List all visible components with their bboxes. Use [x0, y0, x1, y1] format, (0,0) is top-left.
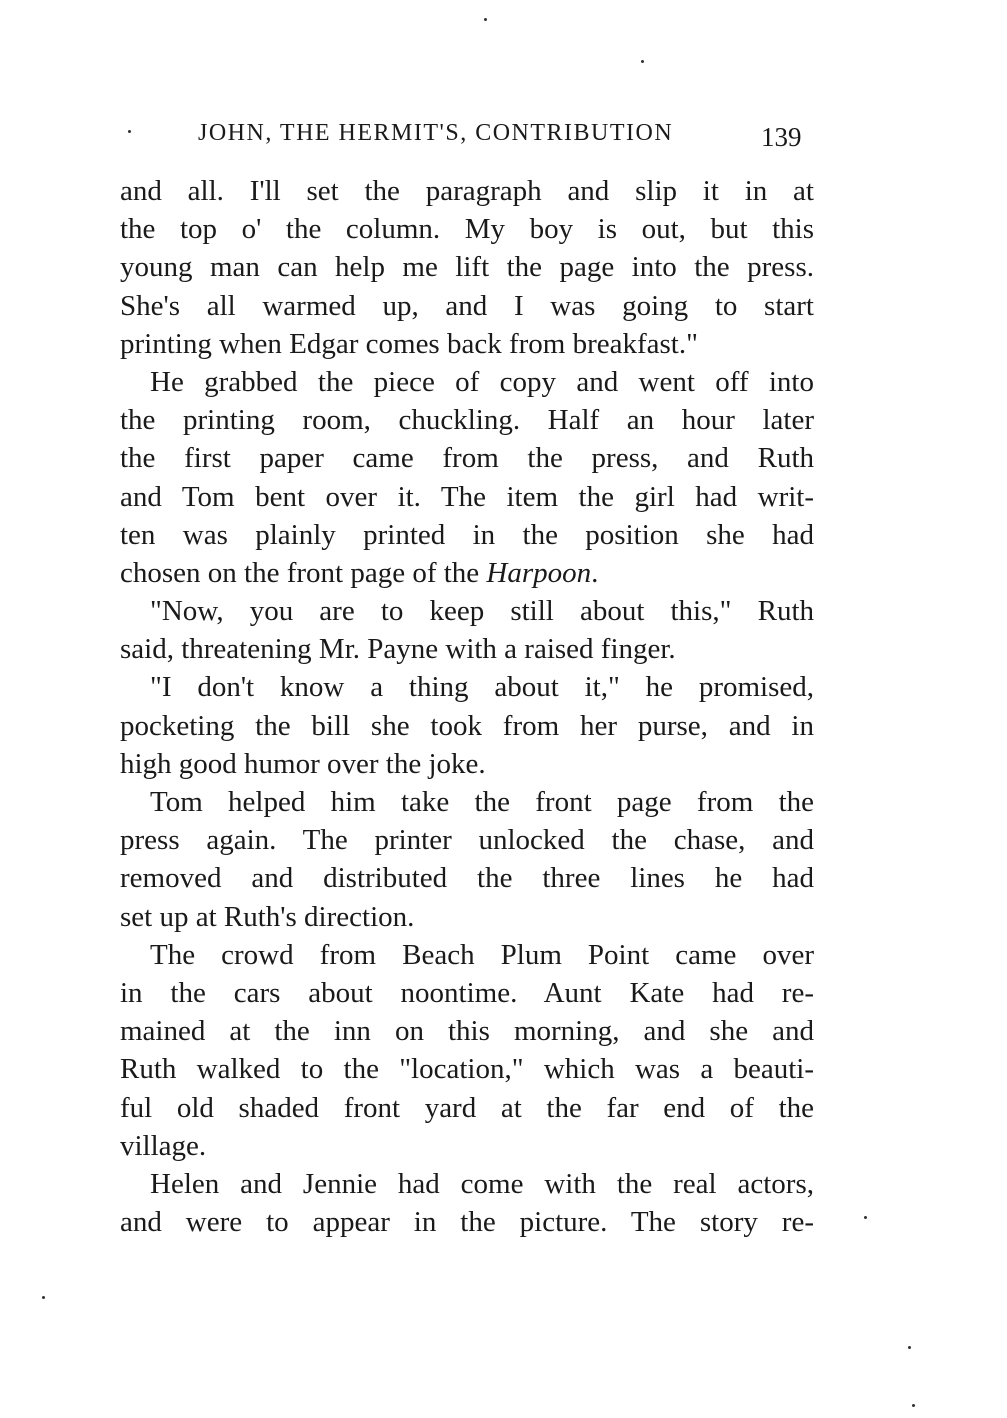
print-speck: [128, 130, 131, 133]
page-number: 139: [761, 122, 802, 152]
print-speck: [864, 1216, 867, 1219]
text-line: removed and distributed the three lines he had: [120, 862, 814, 895]
text-line: in the cars about noontime. Aunt Kate had re-: [120, 976, 814, 1009]
print-speck: [42, 1296, 45, 1299]
text-line: ful old shaded front yard at the far end of the: [120, 1091, 814, 1124]
text-line: She's all warmed up, and I was going to start: [120, 289, 814, 322]
text-line: printing when Edgar comes back from breakfast.": [120, 327, 698, 360]
text-line: and all. I'll set the paragraph and slip it in at: [120, 175, 814, 207]
text-line: set up at Ruth's direction.: [120, 900, 415, 933]
text-line: young man can help me lift the page into the press.: [120, 251, 814, 284]
newspaper-name: Harpoon: [486, 556, 592, 589]
text-line: the printing room, chuckling. Half an hour later: [120, 404, 814, 437]
body-text: [120, 172, 814, 1241]
text-line: pocketing the bill she took from her purse, and in: [120, 709, 814, 742]
text-line: village.: [120, 1129, 207, 1162]
text-line: Ruth walked to the "location," which was a beauti-: [120, 1053, 814, 1086]
text-line: chosen on the front page of the Harpoon.: [120, 556, 599, 589]
running-head: [198, 120, 838, 160]
text-line: Tom helped him take the front page from the: [150, 786, 814, 818]
print-speck: [912, 1404, 915, 1407]
print-speck: [484, 18, 487, 21]
running-title: JOHN, THE HERMIT'S, CONTRIBUTION: [198, 120, 674, 146]
text-line: ten was plainly printed in the position she had: [120, 518, 814, 551]
text-line: high good humor over the joke.: [120, 747, 486, 780]
print-speck: [908, 1346, 911, 1349]
text-line: press again. The printer unlocked the chase, and: [120, 824, 814, 857]
text-line: the first paper came from the press, and Ruth: [120, 442, 814, 475]
print-speck: [641, 60, 644, 63]
text-line: mained at the inn on this morning, and she and: [120, 1015, 814, 1048]
text-line: the top o' the column. My boy is out, but this: [120, 213, 814, 246]
text-line: The crowd from Beach Plum Point came over: [150, 938, 814, 971]
text-line: "I don't know a thing about it," he promised,: [150, 671, 814, 704]
text-line: He grabbed the piece of copy and went off into: [150, 365, 814, 398]
text-line: and Tom bent over it. The item the girl had writ-: [120, 480, 814, 513]
text-line: and were to appear in the picture. The story re-: [120, 1206, 814, 1239]
text-line: Helen and Jennie had come with the real actors,: [150, 1167, 814, 1200]
text-line: said, threatening Mr. Payne with a raised finger.: [120, 633, 676, 666]
text-line: "Now, you are to keep still about this," Ruth: [150, 595, 814, 628]
